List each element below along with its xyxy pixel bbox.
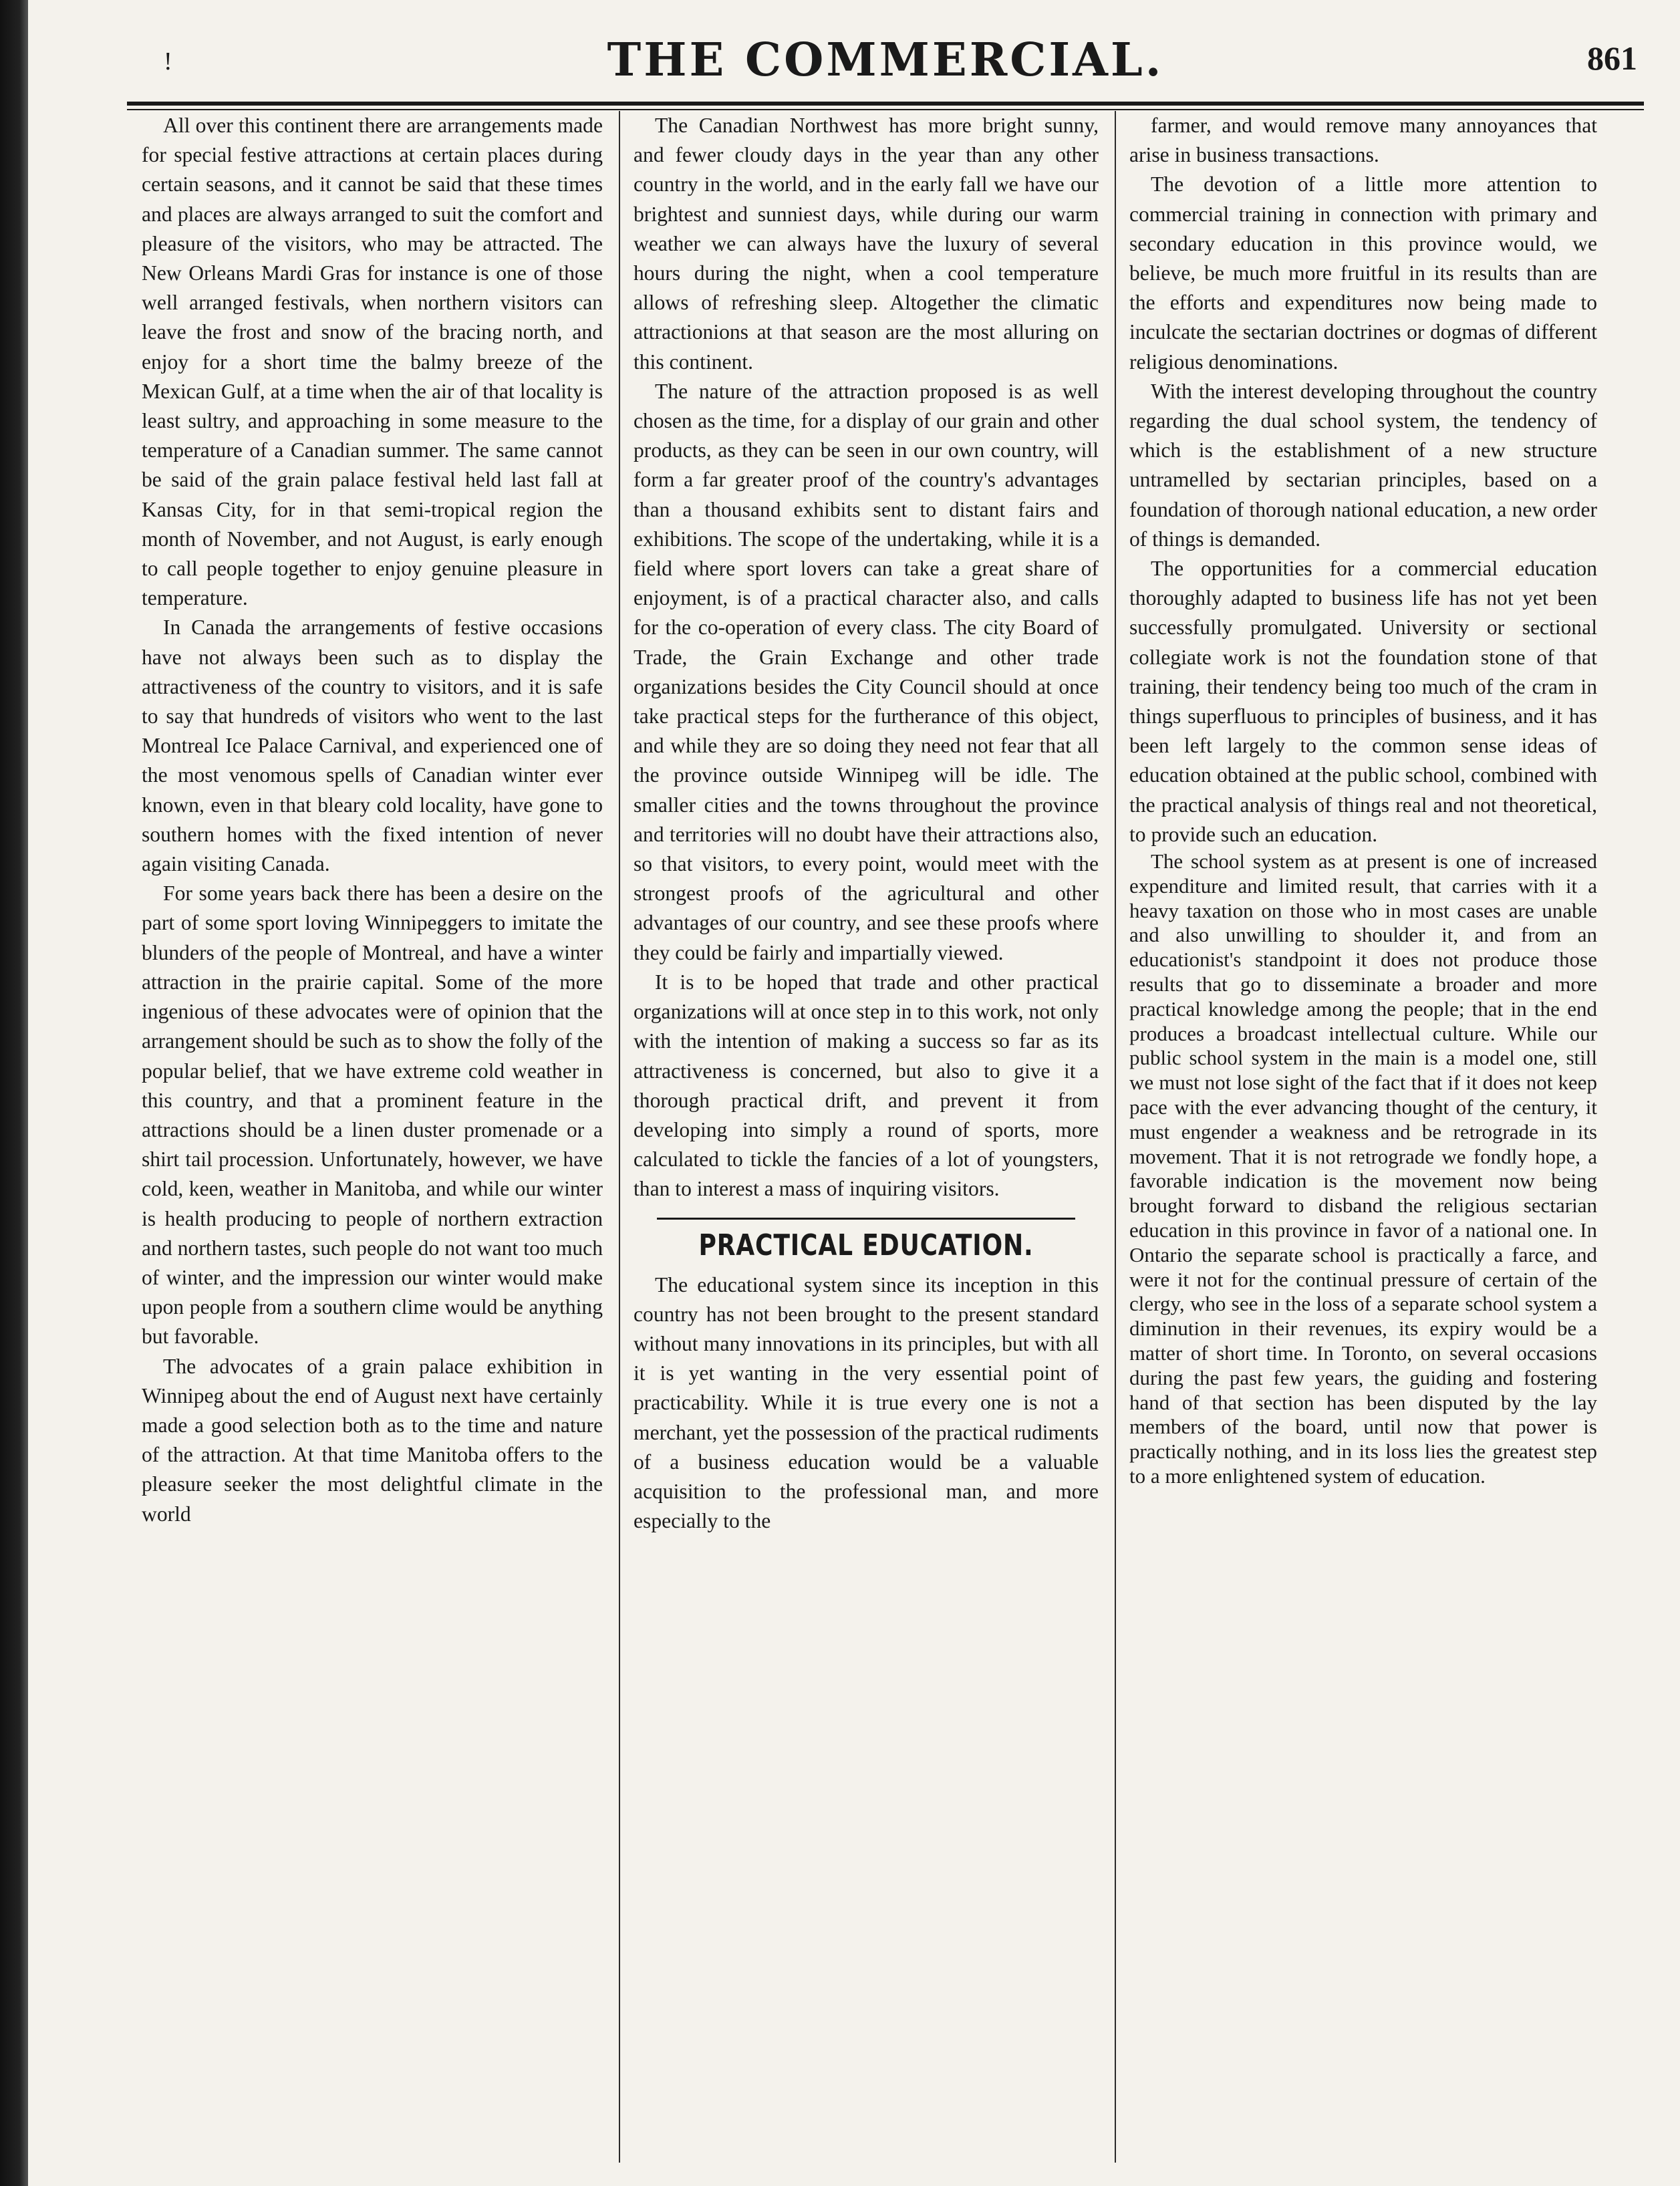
newspaper-page — [127, 27, 1644, 2165]
column2-paragraph-3: It is to be hoped that trade and other practical organizations will at once step in to this work, not only with the intention of making a success so far as its attractiveness is concerned, but also to give it a thorough practical drift, and prevent it from developing into simply a round of sports, more calculated to tickle the fancies of a lot of youngsters, than to interest a mass of inquiring visitors. — [634, 970, 1099, 1201]
column2-paragraph-2: The nature of the attraction proposed is as well chosen as the time, for a display of our grain and other products, as they can be seen in our own country, will form a far greater proof of the country's advantages than a thousand exhibits sent to distant fairs and exhibitions. The scope of the undertaking, while it is a field where sport lovers can take a great share of enjoyment, is of a practical character also, and calls for the co-operation of every class. The city Board of Trade, the Grain Exchange and other trade organizations besides the City Council should at once take practical steps for the furtherance of this object, and while they are so doing they need not fear that all the province outside Winnipeg will be idle. The smaller cities and the towns throughout the province and territories will no doubt have their attractions also, so that visitors, to every point, would meet with the strongest proofs of the agricultural and other advantages of our country, and see these proofs where they could be fairly and impartially viewed. — [634, 379, 1099, 964]
masthead-rule-thin — [127, 109, 1644, 110]
masthead-title: THE COMMERCIAL. — [607, 33, 1164, 87]
article-columns — [127, 111, 1644, 2163]
column1-paragraph-2: In Canada the arrangements of festive occasions have not always been such as to display the attractiveness of the country to visitors, and it is safe to say that hundreds of visitors who went to the last Montreal Ice Palace Carnival, and experienced one of the most venomous spells of Canadian winter ever known, even in that bleary cold locality, have gone to southern homes with the fixed intention of never again visiting Canada. — [142, 616, 603, 876]
column-2 — [634, 111, 1099, 2163]
masthead-rule-thick — [127, 102, 1644, 106]
column3-paragraph-5: The school system as at present is one of increased expenditure and limited result, that carries with it a heavy taxation on those who in most cases are unable and also unwilling to shoulder it, and from an educationist's standpoint it does not produce those results that go to disseminate a broader and more practical knowledge among the people; that in the end produces a broadcast intellectual culture. While our public school system in the main is a model one, still we must not lose sight of the fact that if it does not keep pace with the ever advancing thought of the century, it must engender a weakness and be retrograde in its movement. That it is not retrograde we fondly hope, a favorable indication is the movement now being brought forward to disband the religious sectarian education in this province in favor of a national one. In Ontario the separate school is practically a farce, and were it not for the continual pressure of certain of the clergy, who see in the loss of a separate school system a diminution in their revenues, its expiry would be a matter of short time. In Toronto, on several occasions during the past few years, the guiding and fostering hand of that section has been disputed by the lay members of the board, until now that power is practically nothing, and in its loss lies the greatest step to a more enlightened system of education. — [1129, 849, 1597, 1488]
column2-paragraph-1: The Canadian Northwest has more bright sunny, and fewer cloudy days in the year than any other country in the world, and in the early fall we have our brightest and sunniest days, while during our warm weather we can always have the luxury of several hours during the night, when a cool temperature allows of refreshing sleep. Altogether the climatic attractionions at that season are the most alluring on this continent. — [634, 114, 1099, 374]
masthead — [127, 27, 1644, 100]
column3-paragraph-3: With the interest developing throughout the country regarding the dual school system, the tendency of which is the establishment of a new structure untramelled by sectarian principles, based on a foundation of thorough national education, a new order of things is demanded. — [1129, 379, 1597, 551]
column1-paragraph-4: The advocates of a grain palace exhibition in Winnipeg about the end of August next have certainly made a good selection both as to the time and nature of the attraction. At that time Manitoba offers to the pleasure seeker the most delightful climate in the world — [142, 1354, 603, 1526]
column1-paragraph-1: All over this continent there are arrangements made for special festive attractions at certain places during certain seasons, and it cannot be said that these times and places are always arranged to suit the comfort and pleasure of the visitors, who may be attracted. The New Orleans Mardi Gras for instance is one of those well arranged festivals, when northern visitors can leave the frost and snow of the bracing north, and enjoy for a short time the balmy breeze of the Mexican Gulf, at a time when the air of that locality is least sultry, and approaching in some measure to the temperature of a Canadian summer. The same cannot be said of the grain palace festival held last fall at Kansas City, for in that semi-tropical region the month of November, and not August, is early enough to call people together to enjoy genuine pleasure in temperature. — [142, 114, 603, 610]
column-1 — [142, 111, 603, 2163]
scanned-binding-edge — [0, 0, 28, 2186]
section-heading-rule — [657, 1218, 1075, 1220]
column3-paragraph-2: The devotion of a little more attention to commercial training in connection with primary and secondary education in this province would, we believe, be much more fruitful in its results than are the efforts and expenditures now being made to inculcate the sectarian doctrines or dogmas of different religious denominations. — [1129, 172, 1597, 374]
column1-paragraph-3: For some years back there has been a desire on the part of some sport loving Winnipeggers to imitate the blunders of the people of Montreal, and have a winter attraction in the prairie capital. Some of the more ingenious of these advocates were of opinion that the arrangement should be such as to show the folly of the popular belief, that we have extreme cold weather in this country, and that a prominent feature in the attractions should be a linen duster promenade or a shirt tail procession. Unfortunately, however, we have cold, keen, weather in Manitoba, and while our winter is health producing to people of northern extraction and northern tastes, such people do not want too much of winter, and the impression our winter would make upon people from a southern clime would be anything but favorable. — [142, 881, 603, 1349]
column2-paragraph-4: The educational system since its inception in this country has not been brought to the present standard without many innovations in its principles, but with all it is yet wanting in the very essential point of practicability. While it is true every one is not a merchant, yet the possession of the practical rudiments of a business education would be a valuable acquisition to the professional man, and more especially to the — [634, 1272, 1099, 1533]
column-3 — [1129, 111, 1597, 2163]
column3-paragraph-1: farmer, and would remove many annoyances that arise in business transactions. — [1129, 114, 1597, 167]
page-number: 861 — [1587, 39, 1637, 77]
section-heading-practical-education: PRACTICAL EDUCATION. — [698, 1228, 1034, 1262]
masthead-left-mark: ! — [164, 47, 172, 76]
column-divider-2 — [1115, 111, 1116, 2163]
column-divider-1 — [619, 111, 620, 2163]
column3-paragraph-4: The opportunities for a commercial education thoroughly adapted to business life has not yet been successfully promulgated. University or sectional collegiate work is not the foundation stone of that training, their tendency being too much of the cram in things superfluous to principles of business, and it has been left largely to the common sense ideas of education obtained at the public school, combined with the practical analysis of things real and not theoretical, to provide such an education. — [1129, 557, 1597, 846]
